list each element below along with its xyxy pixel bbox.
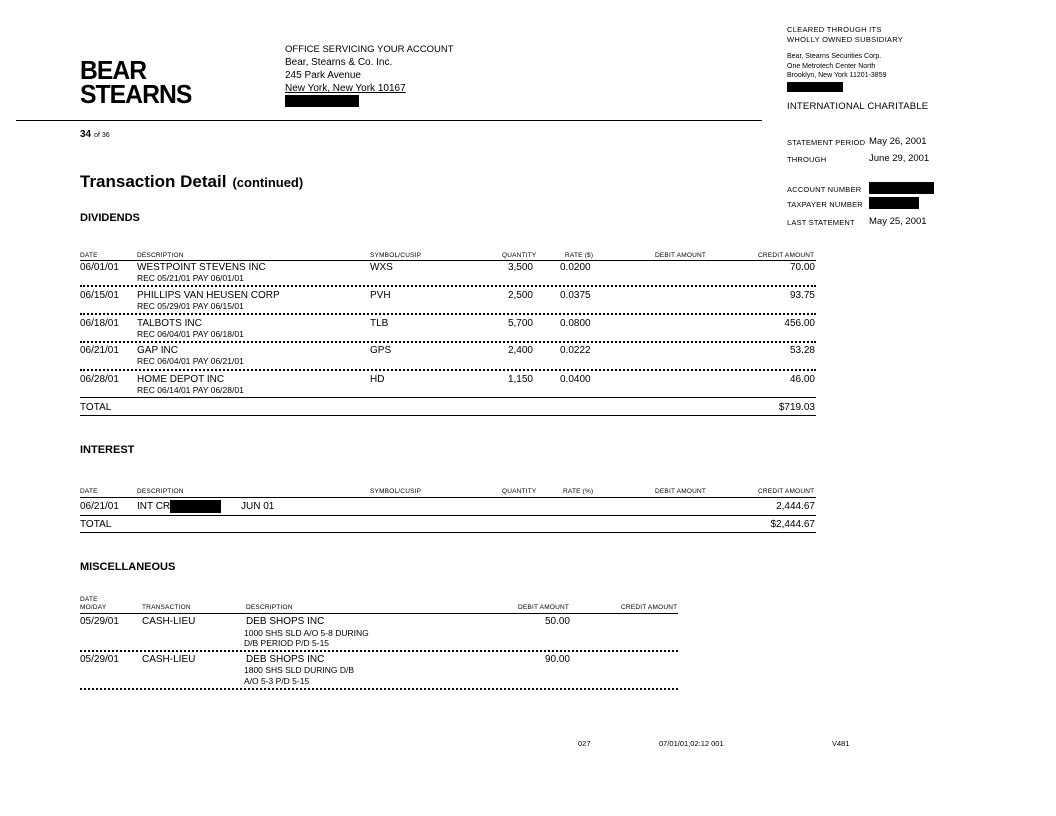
- last-statement-value: May 25, 2001: [869, 216, 927, 227]
- redacted-block: [285, 95, 359, 107]
- redacted-account-number: [869, 182, 934, 194]
- row-rate: 0.0375: [560, 290, 591, 301]
- row-quantity: 5,700: [507, 318, 533, 329]
- row-date: 06/21/01: [80, 501, 119, 512]
- clearing-line-1: CLEARED THROUGH ITS: [787, 25, 882, 34]
- div-col-date: DATE: [80, 252, 98, 259]
- row-date: 06/21/01: [80, 345, 119, 356]
- row-debit: 50.00: [544, 616, 570, 627]
- row-debit: 90.00: [544, 654, 570, 665]
- row-symbol: GPS: [370, 345, 392, 356]
- row-description: DEB SHOPS INC: [246, 654, 325, 665]
- office-heading: OFFICE SERVICING YOUR ACCOUNT: [285, 44, 454, 55]
- account-name: INTERNATIONAL CHARITABLE: [787, 101, 929, 112]
- misc-heading: MISCELLANEOUS: [80, 561, 176, 573]
- row-credit: 456.00: [784, 318, 815, 329]
- row-period: JUN 01: [241, 501, 275, 512]
- row-symbol: WXS: [370, 262, 393, 273]
- row-rate: 0.0200: [560, 262, 591, 273]
- last-statement-label: LAST STATEMENT: [787, 218, 855, 227]
- int-total-label: TOTAL: [80, 519, 112, 530]
- through-value: June 29, 2001: [869, 153, 930, 164]
- title-suffix: (continued): [232, 175, 304, 190]
- clearing-firm: Bear, Stearns Securities Corp.: [787, 53, 882, 60]
- row-quantity: 2,400: [507, 345, 533, 356]
- int-col-date: DATE: [80, 488, 98, 495]
- office-street: 245 Park Avenue: [285, 70, 361, 81]
- title-main: Transaction Detail: [80, 172, 227, 191]
- row-divider: [80, 688, 678, 690]
- row-description-line-3: D/B PERIOD P/D 5-15: [244, 638, 330, 648]
- footer-code-3: V481: [832, 739, 850, 748]
- row-symbol: PVH: [370, 290, 391, 301]
- page-title: [80, 172, 303, 192]
- row-date: 05/29/01: [80, 654, 119, 665]
- row-description-line-2: 1000 SHS SLD A/O 5-8 DURING: [244, 628, 369, 638]
- redacted-taxpayer-number: [869, 197, 919, 209]
- int-total-rule-bottom: [80, 532, 816, 533]
- row-transaction: CASH-LIEU: [142, 654, 196, 665]
- clearing-address-1: One Metrotech Center North: [787, 62, 876, 70]
- clearing-firm-address: [787, 52, 887, 95]
- misc-col-debit: DEBIT AMOUNT: [518, 604, 570, 611]
- row-record-pay: REC 06/04/01 PAY 06/18/01: [137, 329, 244, 339]
- row-credit: 46.00: [789, 374, 815, 385]
- footer-timestamp: 07/01/01;02:12 001: [659, 739, 724, 748]
- row-quantity: 3,500: [507, 262, 533, 273]
- row-description-line-2: 1800 SHS SLD DURING D/B: [244, 665, 355, 675]
- misc-col-date-top: DATE: [80, 596, 98, 603]
- clearing-note: [787, 25, 903, 44]
- row-record-pay: REC 05/21/01 PAY 06/01/01: [137, 273, 244, 283]
- logo-line-1: BEAR: [80, 55, 147, 85]
- row-rate: 0.0400: [560, 374, 591, 385]
- row-record-pay: REC 06/14/01 PAY 06/28/01: [137, 385, 244, 395]
- statement-period-value: May 26, 2001: [869, 136, 927, 147]
- statement-period-label: STATEMENT PERIOD: [787, 138, 866, 147]
- redacted-block: [787, 82, 843, 92]
- row-record-pay: REC 06/04/01 PAY 06/21/01: [137, 356, 244, 366]
- redacted-interest-ref: [170, 500, 221, 513]
- clearing-line-2: WHOLLY OWNED SUBSIDIARY: [787, 34, 904, 44]
- row-description: WESTPOINT STEVENS INC: [137, 262, 266, 273]
- row-description-line-3: A/O 5-3 P/D 5-15: [244, 676, 310, 686]
- row-rate: 0.0222: [560, 345, 591, 356]
- row-quantity: 1,150: [507, 374, 533, 385]
- clearing-address-2: Brooklyn, New York 11201-3859: [787, 72, 887, 79]
- row-quantity: 2,500: [507, 290, 533, 301]
- row-credit: 70.00: [789, 262, 815, 273]
- div-col-rate: RATE ($): [565, 252, 594, 259]
- header-rule: [16, 120, 762, 121]
- div-col-quantity: QUANTITY: [502, 252, 537, 259]
- row-divider: [80, 341, 816, 343]
- row-date: 06/01/01: [80, 262, 119, 273]
- page-of: of 36: [94, 132, 110, 139]
- page-number: [80, 129, 110, 140]
- taxpayer-number-label: TAXPAYER NUMBER: [787, 200, 863, 209]
- office-address-block: [285, 43, 454, 111]
- div-total-label: TOTAL: [80, 402, 112, 413]
- row-symbol: HD: [370, 374, 385, 385]
- row-divider: [80, 313, 816, 315]
- div-col-credit: CREDIT AMOUNT: [758, 252, 815, 259]
- int-col-description: DESCRIPTION: [137, 488, 184, 495]
- int-col-credit: CREDIT AMOUNT: [758, 488, 815, 495]
- row-credit: 53.28: [789, 345, 815, 356]
- misc-header-rule: [80, 613, 678, 614]
- row-date: 06/18/01: [80, 318, 119, 329]
- div-col-symbol: SYMBOL/CUSIP: [370, 252, 422, 259]
- office-city: New York, New York 10167: [285, 83, 406, 94]
- row-record-pay: REC 05/29/01 PAY 06/15/01: [137, 301, 244, 311]
- row-description: PHILLIPS VAN HEUSEN CORP: [137, 290, 280, 301]
- row-description: GAP INC: [137, 345, 178, 356]
- div-total-rule-top: [80, 397, 816, 398]
- row-divider: [80, 285, 816, 287]
- office-firm: Bear, Stearns & Co. Inc.: [285, 57, 393, 68]
- row-divider: [80, 369, 816, 371]
- row-transaction: CASH-LIEU: [142, 616, 196, 627]
- logo-line-2: STEARNS: [80, 79, 192, 109]
- row-credit: 2,444.67: [776, 501, 815, 512]
- row-rate: 0.0800: [560, 318, 591, 329]
- misc-col-date: MO/DAY: [80, 604, 107, 611]
- row-description: INT CR: [137, 501, 171, 512]
- div-col-debit: DEBIT AMOUNT: [655, 252, 707, 259]
- through-label: THROUGH: [787, 155, 827, 164]
- bear-stearns-logo: [80, 55, 197, 109]
- row-symbol: TLB: [370, 318, 389, 329]
- div-total-rule-bottom: [80, 415, 816, 416]
- row-divider: [80, 650, 678, 652]
- row-description: HOME DEPOT INC: [137, 374, 225, 385]
- int-total-rule-top: [80, 515, 816, 516]
- interest-heading: INTEREST: [80, 444, 135, 456]
- account-number-label: ACCOUNT NUMBER: [787, 185, 862, 194]
- div-col-description: DESCRIPTION: [137, 252, 184, 259]
- row-description: DEB SHOPS INC: [246, 616, 325, 627]
- int-col-debit: DEBIT AMOUNT: [655, 488, 707, 495]
- row-description: TALBOTS INC: [137, 318, 202, 329]
- int-col-symbol: SYMBOL/CUSIP: [370, 488, 422, 495]
- row-date: 06/28/01: [80, 374, 119, 385]
- misc-col-transaction: TRANSACTION: [142, 604, 191, 611]
- misc-col-credit: CREDIT AMOUNT: [621, 604, 678, 611]
- row-date: 06/15/01: [80, 290, 119, 301]
- div-header-rule: [80, 260, 816, 261]
- row-date: 05/29/01: [80, 616, 119, 627]
- dividends-heading: DIVIDENDS: [80, 212, 140, 224]
- footer-code-1: 027: [578, 739, 591, 748]
- int-total-value: $2,444.67: [770, 519, 815, 530]
- row-credit: 93.75: [789, 290, 815, 301]
- misc-col-description: DESCRIPTION: [246, 604, 293, 611]
- int-header-rule: [80, 497, 816, 498]
- page-current: 34: [80, 129, 92, 140]
- int-col-quantity: QUANTITY: [502, 488, 537, 495]
- div-total-value: $719.03: [778, 402, 815, 413]
- int-col-rate: RATE (%): [563, 488, 594, 495]
